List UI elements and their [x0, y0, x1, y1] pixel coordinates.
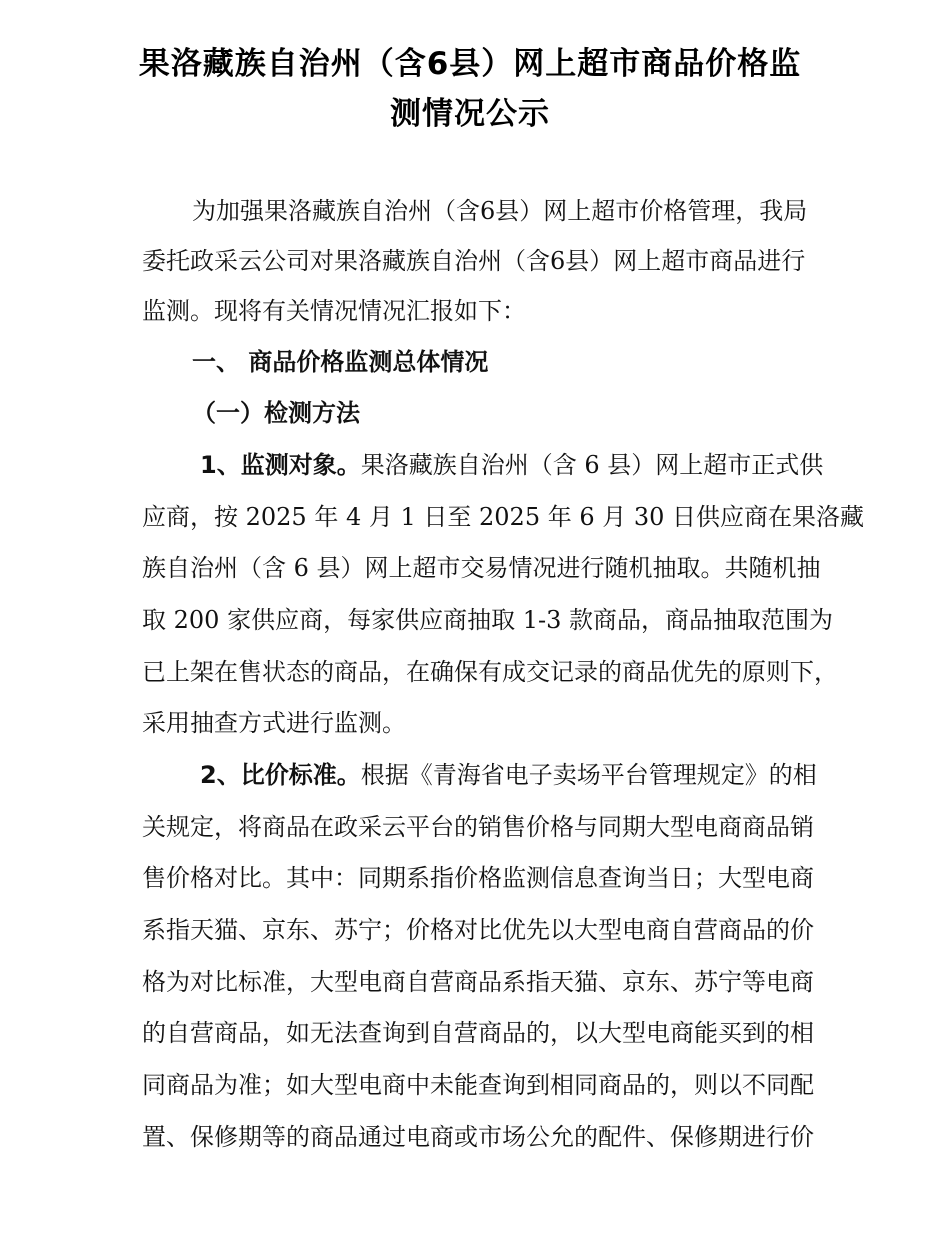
item2-text: 根据《青海省电子卖场平台管理规定》的相 [360, 761, 817, 789]
item1-line-6: 采用抽查方式进行监测。 [142, 709, 406, 737]
item1-line-3: 族自治州（含 6 县）网上超市交易情况进行随机抽取。共随机抽 [142, 554, 821, 582]
item2-line-8: 置、保修期等的商品通过电商或市场公允的配件、保修期进行价 [142, 1123, 814, 1151]
item2-first-line [200, 760, 817, 790]
item1-first-line [200, 450, 823, 480]
item2-line-2: 关规定，将商品在政采云平台的销售价格与同期大型电商商品销 [142, 813, 814, 841]
item1-line-4: 取 200 家供应商，每家供应商抽取 1-3 款商品，商品抽取范围为 [142, 606, 833, 634]
item1-text: 果洛藏族自治州（含 6 县）网上超市正式供 [360, 451, 824, 479]
subsection-heading: （一）检测方法 [192, 399, 360, 427]
item1-line-5: 已上架在售状态的商品，在确保有成交记录的商品优先的原则下， [142, 658, 838, 686]
item2-line-4: 系指天猫、京东、苏宁；价格对比优先以大型电商自营商品的价 [142, 916, 814, 944]
item1-line-2: 应商，按 2025 年 4 月 1 日至 2025 年 6 月 30 日供应商在果洛藏 [142, 503, 865, 531]
intro-line-3: 监测。现将有关情况情况汇报如下： [142, 297, 526, 325]
intro-line-2: 委托政采云公司对果洛藏族自治州（含6县）网上超市商品进行 [142, 247, 806, 275]
document-title-line-1: 果洛藏族自治州（含6县）网上超市商品价格监 [138, 46, 802, 82]
section-heading: 一、 商品价格监测总体情况 [192, 348, 489, 376]
item2-line-6: 的自营商品，如无法查询到自营商品的，以大型电商能买到的相 [142, 1019, 814, 1047]
intro-line-1: 为加强果洛藏族自治州（含6县）网上超市价格管理，我局 [192, 197, 808, 225]
item2-label: 2、比价标准。 [200, 761, 361, 789]
document-title-line-2: 测情况公示 [390, 96, 550, 132]
item2-line-5: 格为对比标准，大型电商自营商品系指天猫、京东、苏宁等电商 [142, 968, 814, 996]
item2-line-3: 售价格对比。其中：同期系指价格监测信息查询当日；大型电商 [142, 864, 814, 892]
item2-line-7: 同商品为准；如大型电商中未能查询到相同商品的，则以不同配 [142, 1071, 814, 1099]
item1-label: 1、监测对象。 [200, 451, 361, 479]
